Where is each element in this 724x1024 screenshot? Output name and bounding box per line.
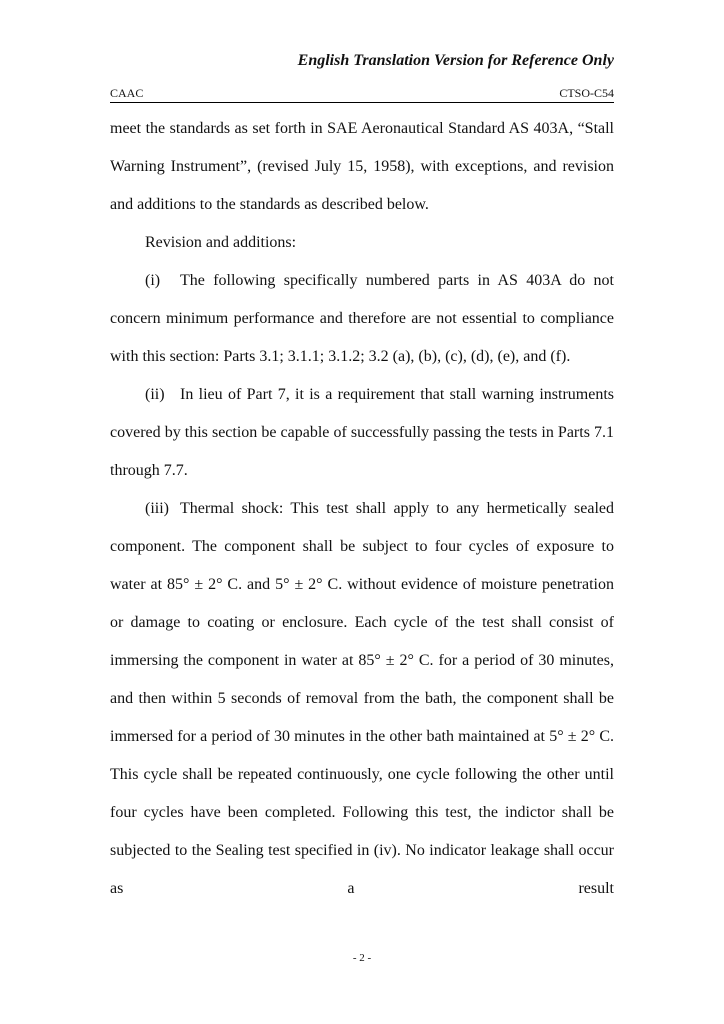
item-text: The following specifically numbered parts in AS 403A do not concern minimum performance and therefore are not essential to compliance with this section: Parts 3.1; 3.1.1; 3.1.2; 3.2 (a), (b), (c), (d), (e), and (f). [110, 272, 614, 365]
item-text: Thermal shock: This test shall apply to any hermetically sealed component. The component shall be subject to four cycles of exposure to water at 85° ± 2° C. and 5° ± 2° C. without evidence of moisture penetration or damage to coating or enclosure. Each cycle of the test shall consist of immersing the component in water at 85° ± 2° C. for a period of 30 minutes, and then within 5 seconds of removal from the bath, the component shall be immersed for a period of 30 minutes in the other bath maintained at 5° ± 2° C. This cycle shall be repeated continuously, one cycle following the other until four cycles have been completed. Following this test, the indictor shall be subjected to the Sealing test specified in (iv). No indicator leakage shall occur as a result [110, 500, 614, 897]
item-text: In lieu of Part 7, it is a requirement that stall warning instruments covered by this section be capable of successfully passing the tests in Parts 7.1 through 7.7. [110, 386, 614, 479]
translation-banner: English Translation Version for Reference Only [297, 52, 614, 69]
paragraph-item-iii [110, 490, 614, 908]
header-left-label: CAAC [110, 86, 144, 100]
paragraph-item-i [110, 262, 614, 376]
running-header [110, 86, 614, 103]
page-number: - 2 - [352, 952, 372, 964]
header-right-label: CTSO-C54 [559, 86, 614, 100]
document-body [110, 110, 614, 908]
paragraph-revision-heading: Revision and additions: [145, 234, 297, 251]
item-label: (iii) [145, 500, 169, 517]
paragraph-intro: meet the standards as set forth in SAE Aeronautical Standard AS 403A, “Stall Warning Instrument”, (revised July 15, 1958), with exceptions, and revision and additions to the standards as described below. [110, 120, 614, 213]
paragraph-item-ii [110, 376, 614, 490]
item-label: (ii) [145, 386, 165, 403]
item-label: (i) [145, 272, 161, 289]
